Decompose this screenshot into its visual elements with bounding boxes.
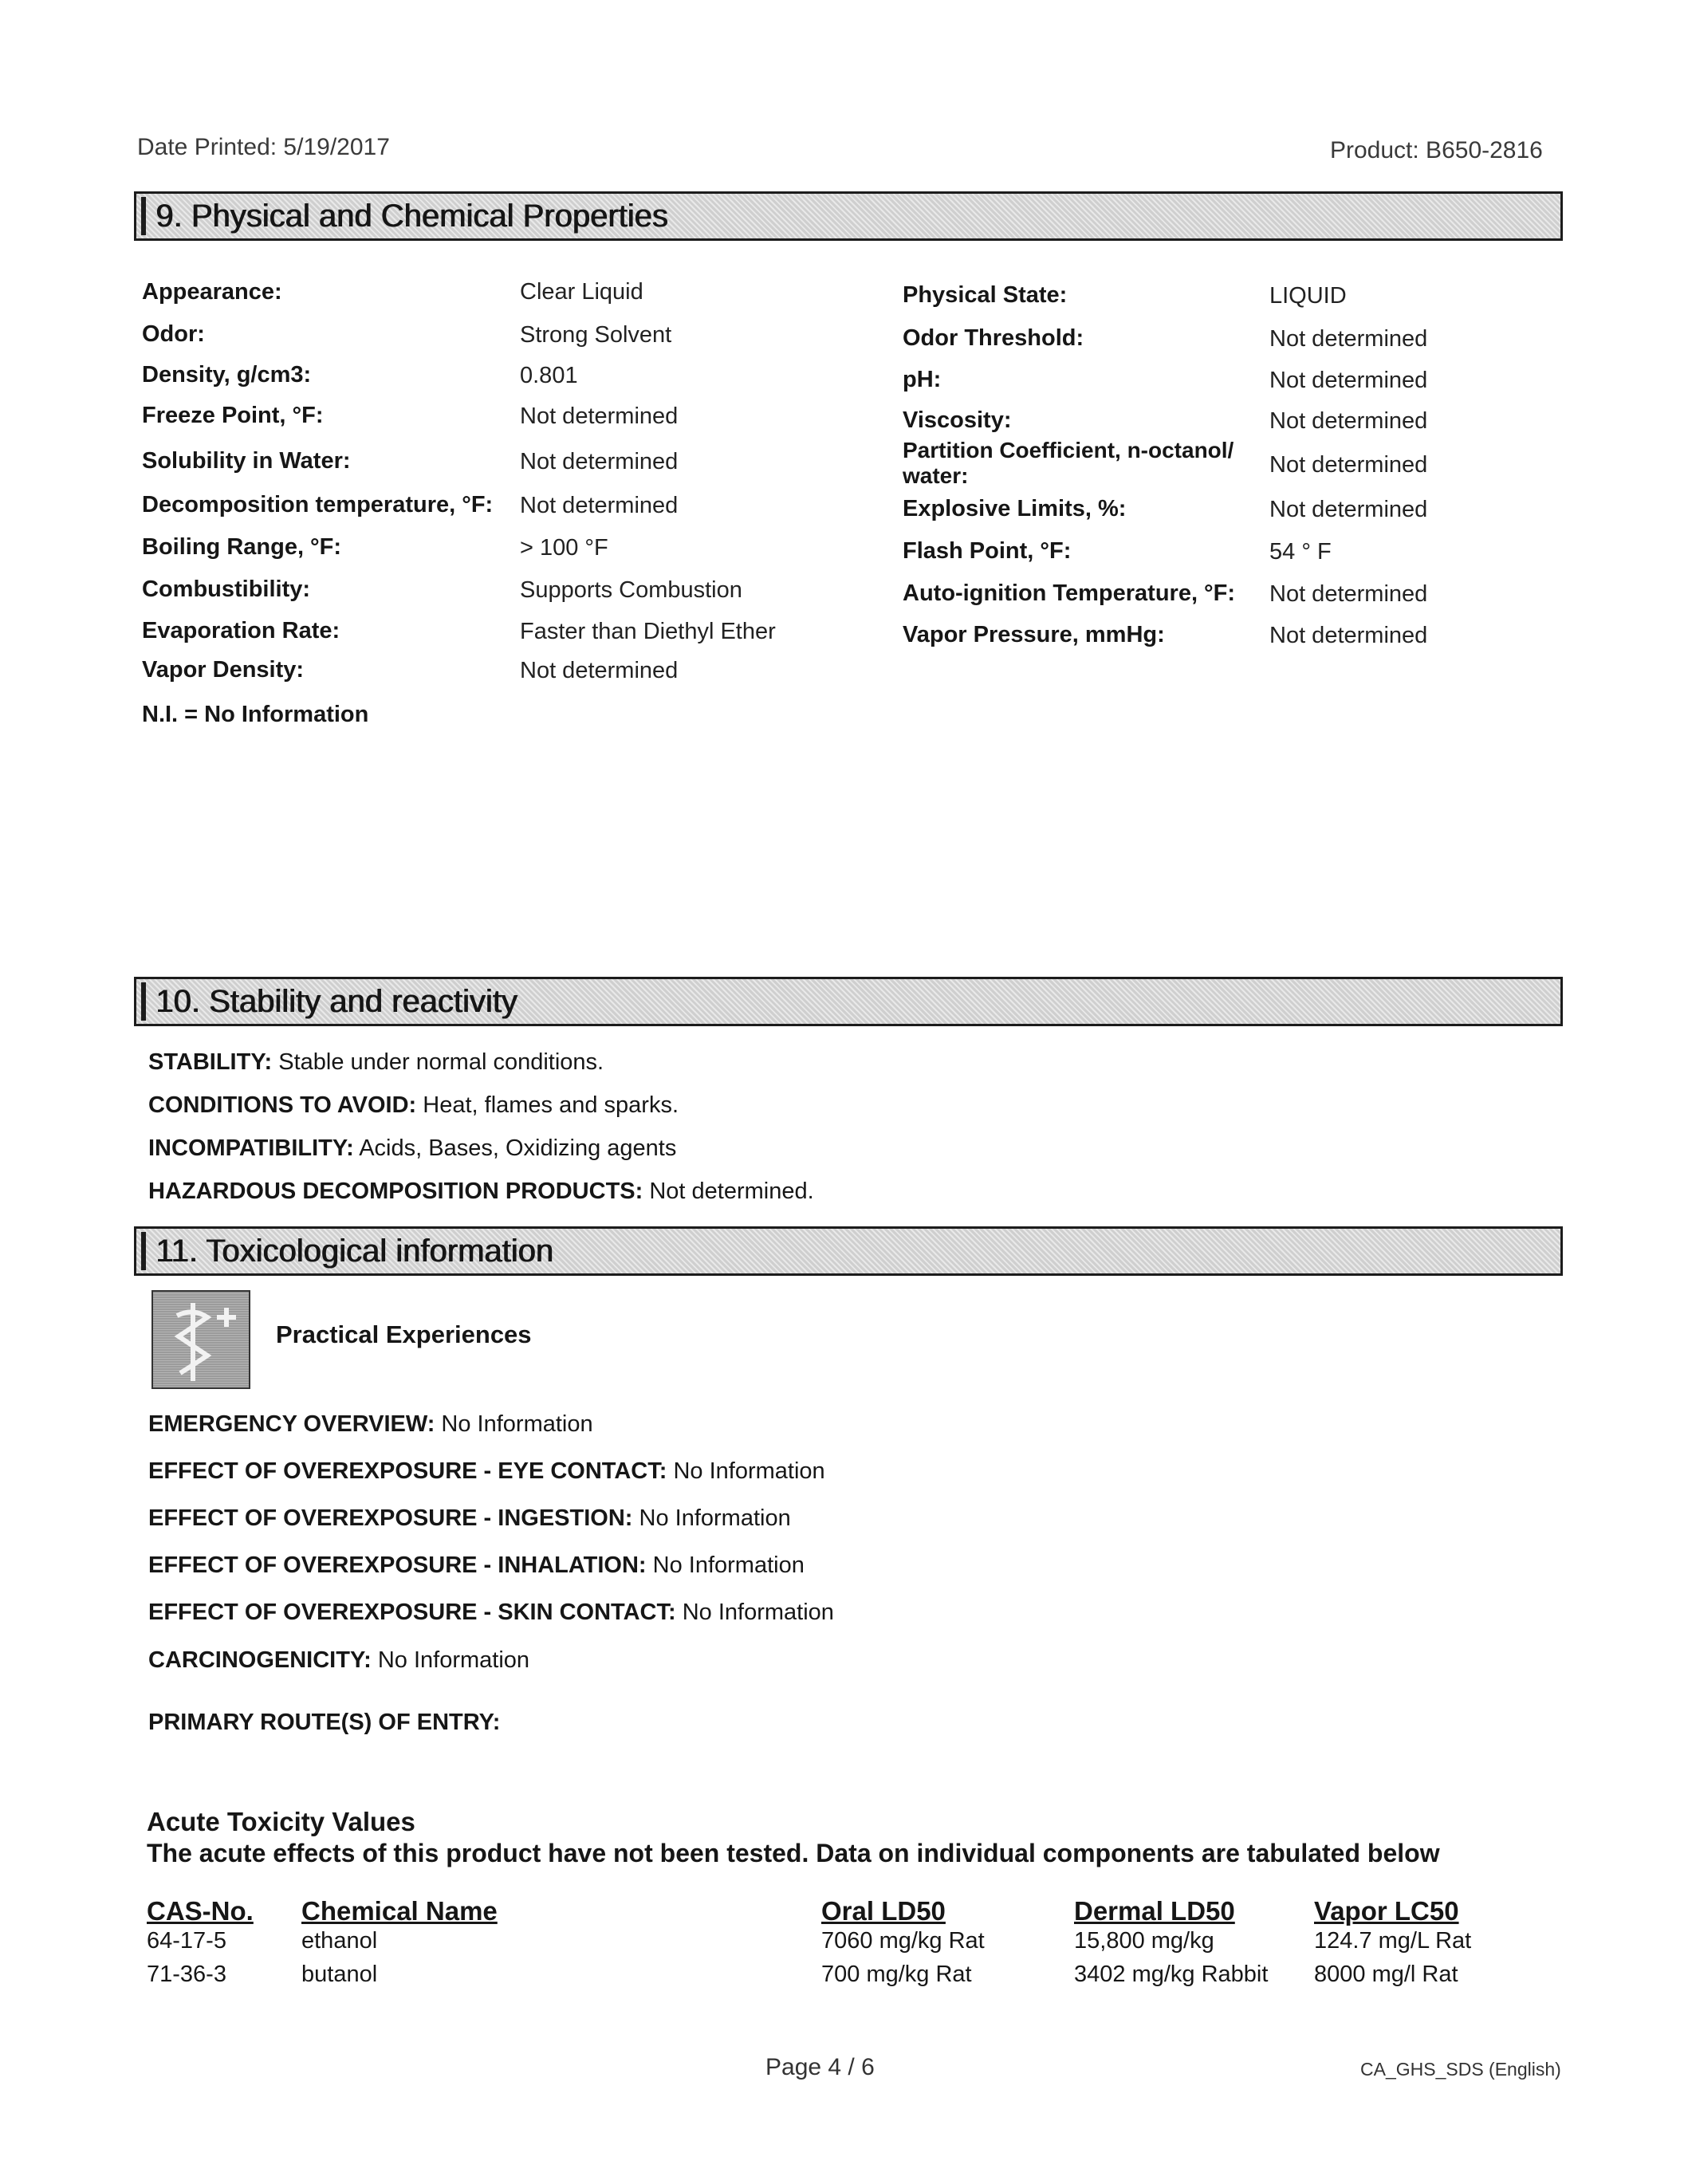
- prop-label: Combustibility:: [142, 576, 311, 602]
- prop-label: Explosive Limits, %:: [903, 496, 1127, 521]
- prop-value: LIQUID: [1269, 283, 1347, 309]
- table-cell: butanol: [301, 1962, 378, 1987]
- prop-label: Vapor Density:: [142, 657, 305, 683]
- primary-routes-label: PRIMARY ROUTE(S) OF ENTRY:: [148, 1710, 501, 1735]
- table-cell: 8000 mg/l Rat: [1314, 1962, 1458, 1987]
- section-10-header: [134, 977, 1563, 1026]
- hazardous-decomposition-line: HAZARDOUS DECOMPOSITION PRODUCTS: Not determined.: [148, 1179, 814, 1204]
- product-code: Product: B650-2816: [1330, 137, 1543, 163]
- table-header: Oral LD50: [821, 1896, 946, 1926]
- table-cell: 700 mg/kg Rat: [821, 1962, 972, 1987]
- prop-value: 54 ° F: [1269, 539, 1332, 565]
- prop-value: Not determined: [1269, 581, 1428, 607]
- prop-value: 0.801: [520, 363, 578, 388]
- acute-toxicity-subtitle: The acute effects of this product have not been tested. Data on individual components are tabulated below: [147, 1839, 1440, 1867]
- table-cell: 124.7 mg/L Rat: [1314, 1928, 1472, 1954]
- prop-value: Not determined: [1269, 368, 1428, 393]
- prop-label: pH:: [903, 367, 942, 392]
- acute-toxicity-title: Acute Toxicity Values: [147, 1807, 415, 1836]
- prop-value: Supports Combustion: [520, 577, 742, 603]
- table-cell: 64-17-5: [147, 1928, 226, 1954]
- prop-value: Faster than Diethyl Ether: [520, 619, 776, 644]
- prop-value: Strong Solvent: [520, 322, 672, 348]
- stability-line: STABILITY: Stable under normal conditions.: [148, 1049, 604, 1075]
- prop-label: Appearance:: [142, 279, 282, 305]
- prop-label: Odor:: [142, 321, 205, 347]
- prop-label: Odor Threshold:: [903, 325, 1084, 351]
- prop-label: Boiling Range, °F:: [142, 534, 342, 560]
- page-number: Page 4 / 6: [765, 2054, 875, 2080]
- carcinogenicity-line: CARCINOGENICITY: No Information: [148, 1647, 530, 1673]
- practical-experiences-label: Practical Experiences: [276, 1320, 532, 1348]
- caduceus-icon: [153, 1292, 249, 1387]
- table-header: CAS-No.: [147, 1896, 254, 1926]
- table-header: Dermal LD50: [1074, 1896, 1235, 1926]
- prop-label: Density, g/cm3:: [142, 362, 312, 388]
- table-cell: 7060 mg/kg Rat: [821, 1928, 985, 1954]
- prop-label: Physical State:: [903, 282, 1068, 308]
- prop-value: Not determined: [1269, 623, 1428, 648]
- prop-label: Evaporation Rate:: [142, 618, 340, 643]
- date-printed: Date Printed: 5/19/2017: [137, 134, 390, 160]
- section-11-header: [134, 1226, 1563, 1276]
- prop-label: Viscosity:: [903, 407, 1012, 433]
- prop-value: Not determined: [520, 658, 679, 683]
- prop-value: Not determined: [520, 403, 679, 429]
- prop-label-continued: water:: [903, 463, 969, 488]
- prop-label: Flash Point, °F:: [903, 538, 1072, 564]
- prop-value: Not determined: [520, 449, 679, 474]
- eye-contact-line: EFFECT OF OVEREXPOSURE - EYE CONTACT: No Information: [148, 1458, 825, 1484]
- prop-label: Decomposition temperature, °F:: [142, 492, 494, 517]
- no-information-note: N.I. = No Information: [142, 702, 369, 727]
- prop-label: Freeze Point, °F:: [142, 403, 324, 428]
- prop-value: Clear Liquid: [520, 279, 643, 305]
- ingestion-line: EFFECT OF OVEREXPOSURE - INGESTION: No Information: [148, 1505, 791, 1531]
- table-header: Chemical Name: [301, 1896, 498, 1926]
- table-cell: 71-36-3: [147, 1962, 226, 1987]
- table-cell: ethanol: [301, 1928, 378, 1954]
- prop-value: Not determined: [1269, 408, 1428, 434]
- section-9-title: 9. Physical and Chemical Properties: [155, 199, 668, 234]
- prop-value: > 100 °F: [520, 535, 608, 561]
- skin-contact-line: EFFECT OF OVEREXPOSURE - SKIN CONTACT: No Information: [148, 1600, 834, 1625]
- conditions-to-avoid-line: CONDITIONS TO AVOID: Heat, flames and sparks.: [148, 1092, 679, 1118]
- table-cell: 3402 mg/kg Rabbit: [1074, 1962, 1269, 1987]
- prop-label: Partition Coefficient, n-octanol/: [903, 438, 1234, 462]
- inhalation-line: EFFECT OF OVEREXPOSURE - INHALATION: No Information: [148, 1552, 805, 1578]
- prop-value: Not determined: [520, 493, 679, 518]
- prop-label: Auto-ignition Temperature, °F:: [903, 580, 1236, 606]
- table-header: Vapor LC50: [1314, 1896, 1459, 1926]
- section-11-title: 11. Toxicological information: [155, 1234, 553, 1269]
- incompatibility-line: INCOMPATIBILITY: Acids, Bases, Oxidizing agents: [148, 1135, 677, 1161]
- document-code: CA_GHS_SDS (English): [1360, 2059, 1561, 2080]
- section-10-title: 10. Stability and reactivity: [155, 984, 517, 1019]
- prop-label: Vapor Pressure, mmHg:: [903, 622, 1165, 647]
- prop-value: Not determined: [1269, 497, 1428, 522]
- health-hazard-icon: [151, 1290, 250, 1389]
- prop-label: Solubility in Water:: [142, 448, 351, 474]
- table-cell: 15,800 mg/kg: [1074, 1928, 1214, 1954]
- prop-value: Not determined: [1269, 326, 1428, 352]
- prop-value: Not determined: [1269, 452, 1428, 478]
- section-9-header: [134, 191, 1563, 241]
- emergency-overview-line: EMERGENCY OVERVIEW: No Information: [148, 1411, 593, 1437]
